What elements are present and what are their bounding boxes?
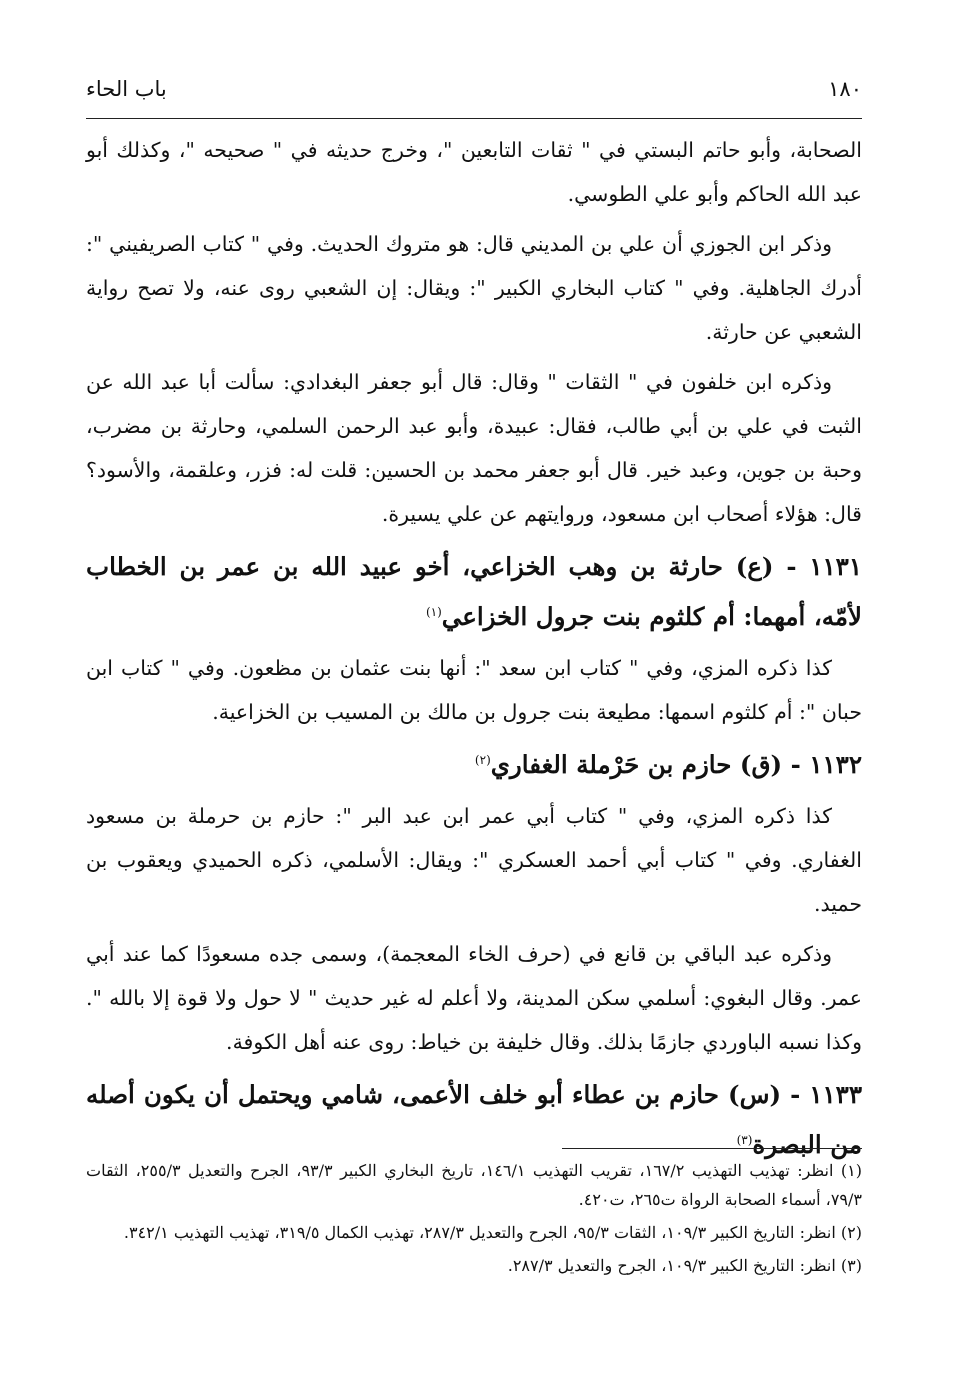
footnotes (86, 1156, 862, 1284)
entry-title: ١١٣٢ - (ق) حازم بن حَرْملة الغفاري (490, 750, 862, 779)
page-number: ١٨٠ (828, 77, 862, 101)
footnote-ref: (٣) (736, 1132, 753, 1147)
footnote: (٣) انظر: التاريخ الكبير ١٠٩/٣، الجرح والتعديل ٢٨٧/٣. (507, 1256, 862, 1275)
footnote: (١) انظر: تهذيب التهذيب ١٦٧/٢، تقريب التهذيب ١٤٦/١، تاريخ البخاري الكبير ٩٣/٣، الجرح والتعديل ٢٥٥/٣، الثقات ٧٩/٣، أسماء الصحابة الرواة ت٢٦٥، ت٤٢٠. (86, 1161, 862, 1209)
running-header (86, 72, 862, 106)
footnote: (٢) انظر: التاريخ الكبير ١٠٩/٣، الثقات ٩٥/٣، الجرح والتعديل ٢٨٧/٣، تهذيب الكمال ٣١٩/٥، تهذيب التهذيب ٣٤٢/١. (123, 1223, 862, 1242)
paragraph: وذكره عبد الباقي بن قانع في (حرف الخاء المعجمة)، وسمى جده مسعودًا كما عند أبي عمر. وقال البغوي: أسلمي سكن المدينة، ولا أعلم له غير حديث " لا حول ولا قوة إلا بالله ". وكذا نسبه الباوردي جازمًا بذلك. وقال خليفة بن خياط: روى عنه أهل الكوفة. (86, 942, 862, 1054)
entry-title: ١١٣٣ - (س) حازم بن عطاء أبو خلف الأعمى، شامي ويحتمل أن يكون أصله من البصرة (86, 1080, 862, 1159)
entry-title: ١١٣١ - (ع) حارثة بن وهب الخزاعي، أخو عبيد الله بن عمر بن الخطاب لأمّه، أمهما: أم كلثوم بنت جرول الخزاعي (86, 552, 862, 631)
header-divider (86, 118, 862, 119)
entry-heading-1131 (86, 542, 862, 642)
chapter-title: باب الحاء (86, 77, 167, 101)
paragraph: وذكره ابن خلفون في " الثقات " وقال: قال أبو جعفر البغدادي: سألت أبا عبد الله عن الثبت في علي بن أبي طالب، فقال: عبيدة، وأبو عبد الرحمن السلمي، وحارثة بن مضرب، وحبة بن جوين، وعبد خير. قال أبو جعفر محمد بن الحسين: قلت له: فزر، وعلقمة، والأسود؟ قال: هؤلاء أصحاب ابن مسعود، وروايتهم عن علي يسيرة. (86, 370, 862, 526)
paragraph: وذكر ابن الجوزي أن علي بن المديني قال: هو متروك الحديث. وفي " كتاب الصريفيني ": أدرك الجاهلية. وفي " كتاب البخاري الكبير ": ويقال: إن الشعبي روى عنه، ولا تصح رواية الشعبي عن حارثة. (86, 232, 862, 344)
paragraph: كذا ذكره المزي، وفي " كتاب أبي عمر ابن عبد البر ": حازم بن حرملة بن مسعود الغفاري. وفي " كتاب أبي أحمد العسكري ": ويقال: الأسلمي، ذكره الحميدي ويعقوب بن حميد. (86, 804, 862, 916)
footnote-ref: (٢) (474, 752, 491, 767)
footnote-divider (562, 1148, 862, 1149)
footnote-ref: (١) (425, 604, 442, 619)
paragraph: الصحابة، وأبو حاتم البستي في " ثقات التابعين "، وخرج حديثه في " صحيحه "، وكذلك أبو عبد الله الحاكم وأبو علي الطوسي. (86, 138, 862, 206)
paragraph: كذا ذكره المزي، وفي " كتاب ابن سعد ": أنها بنت عثمان بن مظعون. وفي " كتاب ابن حبان ": أم كلثوم اسمها: مطيعة بنت جرول بن مالك بن المسيب بن الخزاعية. (86, 656, 862, 724)
entry-heading-1132 (86, 740, 862, 790)
entry-heading-1133 (86, 1070, 862, 1170)
main-text (86, 128, 862, 1174)
